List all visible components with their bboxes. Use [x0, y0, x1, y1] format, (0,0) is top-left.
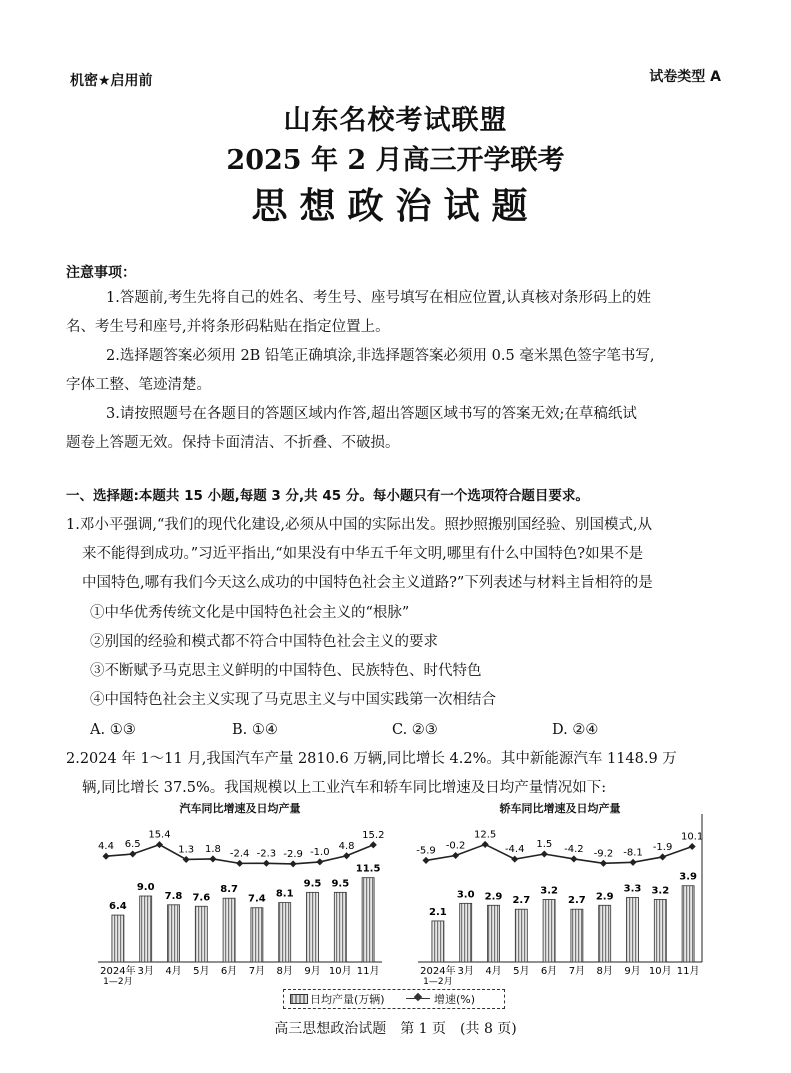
q2-line-2: 辆,同比增长 37.5%。我国规模以上工业汽车和轿车同比增速及日均产量情况如下: [82, 780, 607, 796]
sedan-growth-label: -1.9 [652, 841, 673, 853]
car-growth-label: 15.2 [362, 829, 385, 841]
sedan-bar [627, 897, 639, 962]
car-growth-point [370, 841, 377, 848]
car-bar [195, 906, 207, 962]
note-1-line-1: 1.答题前,考生先将自己的姓名、考生号、座号填写在相应位置,认真核对条形码上的姓 [106, 290, 652, 306]
sedan-tick-label: 11月 [676, 966, 700, 977]
car-tick-label: 6月 [220, 966, 238, 977]
sedan-chart [410, 812, 710, 987]
sedan-growth-label: -4.4 [504, 844, 525, 856]
sedan-bar [571, 909, 583, 962]
sedan-chart-title: 轿车同比增速及日均产量 [499, 802, 621, 815]
sedan-growth-point [629, 859, 636, 866]
sedan-growth-label: -8.1 [623, 847, 643, 859]
car-tick-label: 9月 [304, 966, 321, 977]
sedan-growth-label: 1.5 [536, 839, 553, 850]
sedan-tick-label: 4月 [485, 966, 502, 977]
car-tick-label: 7月 [248, 966, 266, 977]
q1-option-d[interactable]: D. ②④ [552, 722, 599, 738]
car-growth-point [183, 856, 190, 863]
q1-option-c[interactable]: C. ②③ [392, 722, 438, 738]
car-tick-label: 8月 [276, 966, 293, 977]
sedan-tick-label: 6月 [540, 966, 558, 977]
car-bar [279, 903, 291, 962]
car-bar-label: 8.7 [220, 884, 238, 896]
car-bar [362, 878, 374, 962]
car-growth-point [316, 858, 323, 865]
car-bar [251, 908, 263, 962]
sedan-tick-label: 1—2月 [423, 977, 453, 987]
exam-date-title: 2025 年 2 月高三开学联考 [226, 145, 565, 176]
section-1-heading: 一、选择题:本题共 15 小题,每题 3 分,共 45 分。每小题只有一个选项符合题目要求。 [66, 488, 589, 504]
sedan-bar-label: 2.9 [595, 891, 614, 903]
sedan-bar-label: 3.2 [540, 885, 558, 897]
q1-line-3: 中国特色,哪有我们今天这么成功的中国特色社会主义道路?”下列表述与材料主旨相符的是 [82, 575, 653, 591]
subject-title: 思想政治试题 [251, 185, 540, 227]
car-tick-label: 1—2月 [103, 977, 133, 987]
sedan-tick-label: 7月 [568, 966, 586, 977]
car-growth-label: 15.4 [148, 829, 171, 841]
sedan-growth-point [452, 852, 459, 859]
car-bar-label: 7.4 [248, 893, 266, 905]
sedan-growth-label: 10.1 [681, 831, 704, 843]
notes-heading: 注意事项： [66, 265, 136, 281]
chart-legend [283, 989, 505, 1009]
confidential-label: 机密★启用前 [70, 73, 153, 89]
sedan-tick-label: 5月 [513, 966, 530, 977]
legend-bar-swatch [290, 994, 308, 1004]
sedan-bar-label: 2.9 [484, 891, 503, 903]
car-growth-point [263, 860, 270, 867]
sedan-bar-label: 3.2 [651, 885, 670, 897]
sedan-growth-point [511, 856, 518, 863]
sedan-growth-label: -9.2 [593, 848, 614, 860]
car-growth-point [236, 860, 243, 867]
sedan-bar-label: 3.9 [679, 871, 697, 883]
car-chart-title: 汽车同比增速及日均产量 [179, 802, 301, 815]
sedan-growth-point [689, 843, 696, 850]
car-growth-point [209, 855, 216, 862]
q1-statement-1: ①中华优秀传统文化是中国特色社会主义的“根脉” [90, 605, 410, 621]
sedan-growth-point [482, 841, 489, 848]
sedan-bar [432, 921, 444, 962]
car-bar-label: 9.0 [136, 882, 155, 893]
sedan-bar-label: 2.7 [512, 895, 531, 907]
sedan-bar-label: 2.1 [429, 906, 447, 918]
exam-union-title: 山东名校考试联盟 [283, 105, 508, 136]
car-growth-label: -2.4 [229, 848, 250, 860]
sedan-bar-label: 2.7 [568, 895, 586, 907]
note-2-line-2: 字体工整、笔迹清楚。 [66, 377, 211, 393]
car-tick-label: 5月 [193, 966, 210, 977]
legend-bar-label: 日均产量(万辆) [310, 993, 385, 1006]
q1-statement-3: ③不断赋予马克思主义鲜明的中国特色、民族特色、时代特色 [90, 663, 482, 679]
legend-line-label: 增速(%) [434, 993, 476, 1006]
car-bar-label: 7.6 [192, 892, 211, 904]
sedan-bar [682, 886, 694, 962]
car-bar-label: 7.8 [164, 890, 183, 902]
q1-option-b[interactable]: B. ①④ [232, 722, 278, 738]
note-2-line-1: 2.选择题答案必须用 2B 铅笔正确填涂,非选择题答案必须用 0.5 毫米黑色签字笔书写, [106, 348, 655, 364]
sedan-bar-label: 3.0 [456, 889, 475, 901]
car-bar [168, 905, 180, 962]
sedan-growth-point [600, 860, 607, 867]
car-growth-label: -1.0 [310, 846, 330, 858]
page-footer: 高三思想政治试题 第 1 页 (共 8 页) [274, 1021, 517, 1037]
car-bar [307, 892, 319, 962]
note-3-line-1: 3.请按照题号在各题目的答题区域内作答,超出答题区域书写的答案无效;在草稿纸试 [106, 406, 637, 422]
car-bar [112, 915, 124, 962]
car-growth-point [156, 841, 163, 848]
sedan-growth-point [422, 857, 429, 864]
sedan-tick-label: 8月 [596, 966, 613, 977]
q1-statement-4: ④中国特色社会主义实现了马克思主义与中国实践第一次相结合 [90, 692, 496, 708]
car-chart [90, 812, 390, 987]
sedan-bar [460, 903, 472, 962]
q1-option-a[interactable]: A. ①③ [90, 722, 136, 738]
car-bar-label: 6.4 [109, 901, 127, 913]
car-growth-label: -2.9 [283, 848, 303, 860]
car-growth-point [290, 860, 297, 867]
sedan-growth-point [570, 855, 577, 862]
sedan-tick-label: 2024年 [420, 966, 456, 977]
q1-line-1: 1.邓小平强调,“我们的现代化建设,必须从中国的实际出发。照抄照搬别国经验、别国模式,从 [66, 517, 653, 533]
q2-line-1: 2.2024 年 1～11 月,我国汽车产量 2810.6 万辆,同比增长 4.2%。其中新能源汽车 1148.9 万 [66, 751, 677, 767]
car-bar-label: 9.5 [303, 878, 322, 890]
car-bar [223, 898, 235, 962]
car-growth-label: 1.8 [204, 843, 221, 855]
car-growth-label: 6.5 [124, 839, 141, 850]
legend-diamond-icon [414, 993, 422, 1001]
car-tick-label: 10月 [328, 966, 352, 977]
sedan-bar [543, 899, 555, 962]
car-growth-point [102, 853, 109, 860]
sedan-growth-label: -4.2 [564, 843, 584, 855]
car-tick-label: 3月 [137, 966, 154, 977]
car-tick-label: 2024年 [100, 966, 136, 977]
sedan-growth-label: 12.5 [474, 829, 497, 841]
paper-type-label: 试卷类型 A [649, 69, 721, 85]
sedan-growth-point [541, 850, 548, 857]
car-bar-label: 11.5 [355, 863, 381, 875]
car-bar-label: 9.5 [331, 878, 350, 890]
sedan-growth-label: -5.9 [416, 845, 436, 857]
car-growth-point [343, 852, 350, 859]
car-tick-label: 4月 [165, 966, 182, 977]
q1-statement-2: ②别国的经验和模式都不符合中国特色社会主义的要求 [90, 634, 438, 650]
note-1-line-2: 名、考生号和座号,并将条形码粘贴在指定位置上。 [66, 319, 390, 335]
car-growth-point [129, 850, 136, 857]
car-growth-label: 4.8 [338, 840, 355, 852]
sedan-tick-label: 10月 [648, 966, 672, 977]
car-growth-label: 4.4 [98, 841, 114, 853]
car-tick-label: 11月 [356, 966, 380, 977]
sedan-bar [654, 899, 666, 962]
sedan-bar [488, 905, 500, 962]
sedan-tick-label: 9月 [624, 966, 641, 977]
sedan-bar [599, 905, 611, 962]
car-bar [140, 896, 152, 962]
sedan-growth-label: -0.2 [445, 840, 466, 852]
sedan-bar [515, 909, 527, 962]
sedan-bar-label: 3.3 [623, 883, 642, 895]
car-bar [334, 892, 346, 962]
car-growth-label: -2.3 [256, 848, 277, 860]
note-3-line-2: 题卷上答题无效。保持卡面清洁、不折叠、不破损。 [66, 435, 400, 451]
sedan-tick-label: 3月 [457, 966, 474, 977]
car-growth-label: 1.3 [178, 844, 195, 856]
car-bar-label: 8.1 [275, 888, 294, 900]
q1-line-2: 来不能得到成功。”习近平指出,“如果没有中华五千年文明,哪里有什么中国特色?如果不是 [82, 546, 644, 562]
sedan-growth-point [659, 853, 666, 860]
